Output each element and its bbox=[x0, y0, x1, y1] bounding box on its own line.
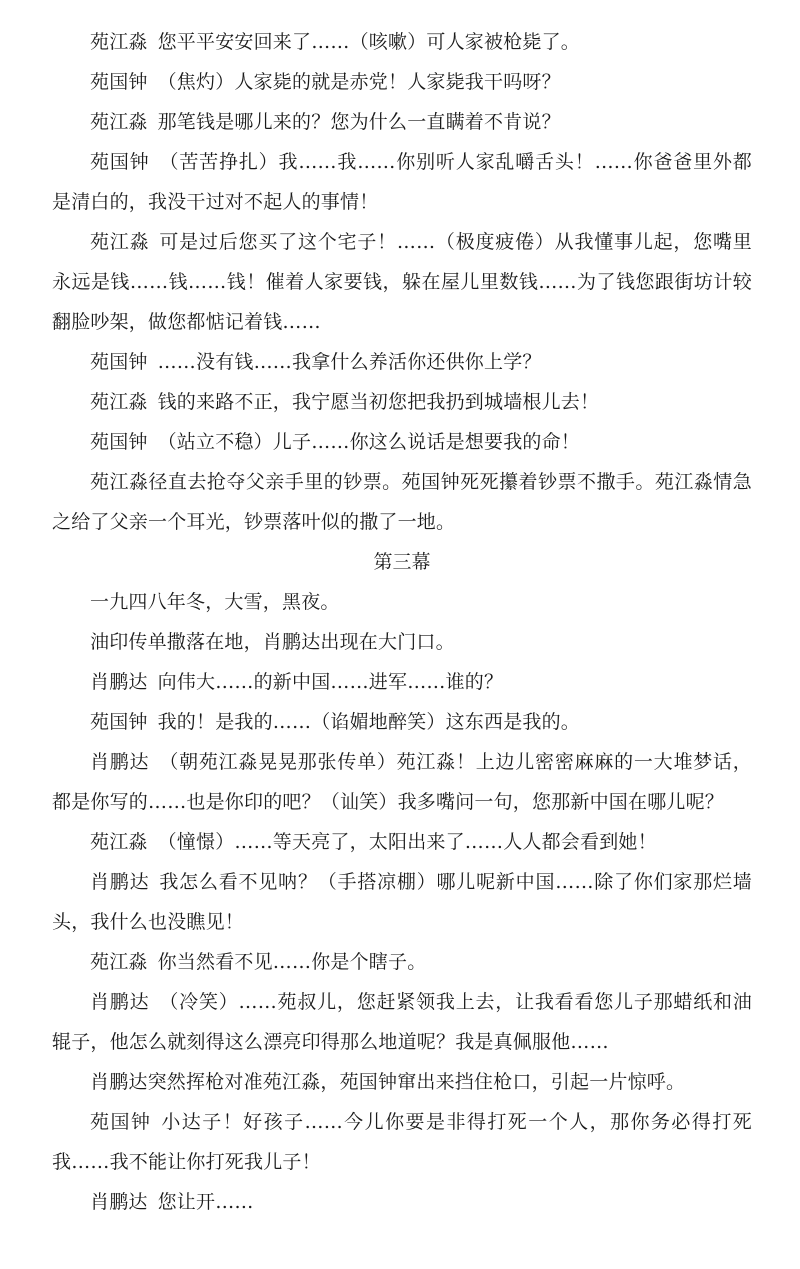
dialogue-text: 那笔钱是哪儿来的？您为什么一直瞒着不肯说？ bbox=[157, 111, 561, 133]
stage-direction bbox=[52, 622, 752, 662]
dialogue-text: ……没有钱……我拿什么养活你还供你上学？ bbox=[157, 351, 542, 373]
dialogue-line bbox=[52, 662, 752, 702]
speaker-name: 苑国钟 bbox=[90, 711, 148, 733]
dialogue-text: （憧憬）……等天亮了，太阳出来了……人人都会看到她！ bbox=[157, 831, 657, 853]
speaker-name: 苑江淼 bbox=[90, 391, 148, 413]
dialogue-line bbox=[52, 982, 752, 1062]
dialogue-line bbox=[52, 142, 752, 222]
stage-direction-text: 肖鹏达突然挥枪对准苑江淼，苑国钟窜出来挡住枪口，引起一片惊呼。 bbox=[90, 1071, 686, 1093]
dialogue-line bbox=[52, 702, 752, 742]
dialogue-line bbox=[52, 822, 752, 862]
dialogue-text: 向伟大……的新中国……进军……谁的？ bbox=[157, 671, 504, 693]
dialogue-text: 我的！是我的……（谄媚地醉笑）这东西是我的。 bbox=[157, 711, 581, 733]
speaker-name: 苑江淼 bbox=[90, 31, 148, 53]
script-page bbox=[52, 22, 752, 1222]
speaker-name: 苑国钟 bbox=[90, 1111, 152, 1133]
dialogue-text: 您平平安安回来了……（咳嗽）可人家被枪毙了。 bbox=[157, 31, 581, 53]
dialogue-line bbox=[52, 1102, 752, 1182]
dialogue-line bbox=[52, 102, 752, 142]
act-heading: 第三幕 bbox=[373, 551, 431, 573]
dialogue-text: （苦苦挣扎）我……我……你别听人家乱嚼舌头！……你爸爸里外都是清白的，我没干过对不起人的事情！ bbox=[52, 151, 752, 213]
speaker-name: 苑江淼 bbox=[90, 951, 148, 973]
dialogue-line bbox=[52, 742, 752, 822]
dialogue-text: （焦灼）人家毙的就是赤党！人家毙我干吗呀？ bbox=[157, 71, 561, 93]
speaker-name: 肖鹏达 bbox=[90, 871, 150, 893]
speaker-name: 苑国钟 bbox=[90, 71, 148, 93]
stage-direction bbox=[52, 1062, 752, 1102]
stage-direction bbox=[52, 582, 752, 622]
stage-direction-text: 油印传单撒落在地，肖鹏达出现在大门口。 bbox=[90, 631, 455, 653]
speaker-name: 苑国钟 bbox=[90, 351, 148, 373]
dialogue-text: 我怎么看不见呐？（手搭凉棚）哪儿呢新中国……除了你们家那烂墙头，我什么也没瞧见！ bbox=[52, 871, 752, 933]
dialogue-text: 可是过后您买了这个宅子！……（极度疲倦）从我懂事儿起，您嘴里永远是钱……钱……钱！催着人家要钱，躲在屋儿里数钱……为了钱您跟街坊计较翻脸吵架，做您都惦记着钱…… bbox=[52, 231, 752, 333]
dialogue-text: 钱的来路不正，我宁愿当初您把我扔到城墙根儿去！ bbox=[157, 391, 600, 413]
dialogue-text: （朝苑江淼晃晃那张传单）苑江淼！上边儿密密麻麻的一大堆梦话，都是你写的……也是你印的吧？（讪笑）我多嘴问一句，您那新中国在哪儿呢？ bbox=[52, 751, 752, 813]
dialogue-text: （站立不稳）儿子……你这么说话是想要我的命！ bbox=[157, 431, 581, 453]
dialogue-line bbox=[52, 342, 752, 382]
dialogue-line bbox=[52, 942, 752, 982]
stage-direction-text: 一九四八年冬，大雪，黑夜。 bbox=[90, 591, 340, 613]
stage-direction bbox=[52, 462, 752, 542]
dialogue-line bbox=[52, 22, 752, 62]
dialogue-text: 您让开…… bbox=[157, 1191, 254, 1213]
speaker-name: 苑国钟 bbox=[90, 151, 150, 173]
speaker-name: 肖鹏达 bbox=[90, 1191, 148, 1213]
speaker-name: 肖鹏达 bbox=[90, 671, 148, 693]
dialogue-line bbox=[52, 422, 752, 462]
dialogue-line bbox=[52, 862, 752, 942]
dialogue-line bbox=[52, 222, 752, 342]
speaker-name: 苑江淼 bbox=[90, 231, 150, 253]
speaker-name: 苑江淼 bbox=[90, 111, 148, 133]
stage-direction-text: 苑江淼径直去抢夺父亲手里的钞票。苑国钟死死攥着钞票不撒手。苑江淼情急之给了父亲一个耳光，钞票落叶似的撒了一地。 bbox=[52, 471, 752, 533]
speaker-name: 苑江淼 bbox=[90, 831, 148, 853]
speaker-name: 肖鹏达 bbox=[90, 751, 150, 773]
speaker-name: 肖鹏达 bbox=[90, 991, 150, 1013]
dialogue-line bbox=[52, 382, 752, 422]
dialogue-text: （冷笑）……苑叔儿，您赶紧领我上去，让我看看您儿子那蜡纸和油辊子，他怎么就刻得这么漂亮印得那么地道呢？我是真佩服他…… bbox=[52, 991, 752, 1053]
dialogue-text: 小达子！好孩子……今儿你要是非得打死一个人，那你务必得打死我……我不能让你打死我儿子！ bbox=[52, 1111, 752, 1173]
dialogue-line bbox=[52, 1182, 752, 1222]
dialogue-line bbox=[52, 62, 752, 102]
speaker-name: 苑国钟 bbox=[90, 431, 148, 453]
dialogue-text: 你当然看不见……你是个瞎子。 bbox=[157, 951, 427, 973]
